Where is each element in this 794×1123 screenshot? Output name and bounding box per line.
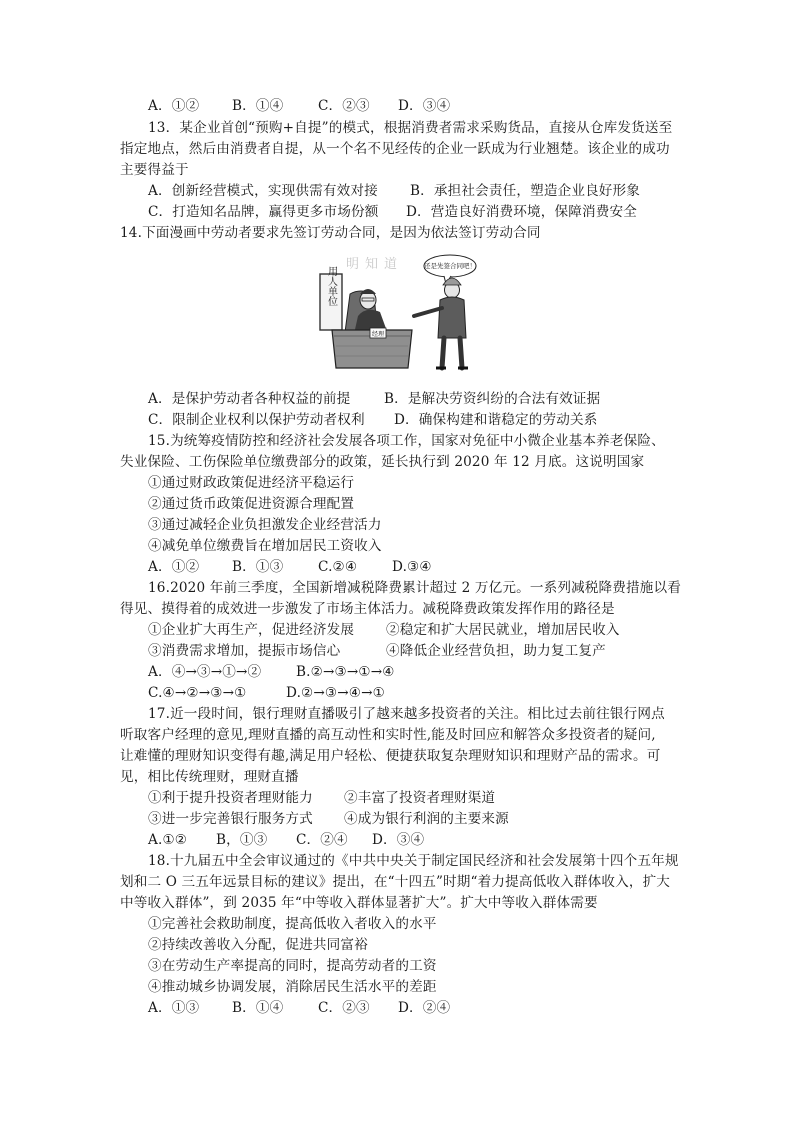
q15-option-a: A．①② <box>148 559 200 575</box>
q18-option-b: B．①④ <box>232 1000 284 1016</box>
cartoon-watermark: 明知道 <box>346 257 404 272</box>
employer-sign-text: 用人单位 <box>325 266 337 306</box>
q18-option-a: A．①③ <box>148 1000 200 1016</box>
q18-item-2: ②持续改善收入分配，促进共同富裕 <box>148 937 368 953</box>
svg-text:经理: 经理 <box>371 331 385 338</box>
q16-item-2: ②稳定和扩大居民就业，增加居民收入 <box>386 622 620 638</box>
q17-stem-line4: 见，相比传统理财，理财直播 <box>120 769 299 785</box>
q14-stem: 14.下面漫画中劳动者要求先签订劳动合同，是因为依法签订劳动合同 <box>120 225 541 241</box>
q15-option-d: D.③④ <box>392 559 432 575</box>
q13-stem-line2: 指定地点，然后由消费者自提，从一个名不见经传的企业一跃成为行业翘楚。该企业的成功 <box>120 141 670 157</box>
q15-item-4: ④减免单位缴费旨在增加居民工资收入 <box>148 538 382 554</box>
q17-stem-line3: 让难懂的理财知识变得有趣,满足用户轻松、便捷获取复杂理财知识和理财产品的需求。可 <box>120 748 661 764</box>
q17-option-b: B，①③ <box>216 832 268 848</box>
q12-option-a: A．①② <box>148 98 200 114</box>
q14-options-row2 <box>148 410 597 430</box>
q17-options <box>148 830 424 850</box>
q18-item-4: ④推动城乡协调发展，消除居民生活水平的差距 <box>148 979 437 995</box>
speech-bubble-text: 还是先签合同吧！ <box>424 262 476 270</box>
q12-option-c: C．②③ <box>318 98 370 114</box>
q16-options-row2 <box>148 683 385 703</box>
q18-option-c: C．②③ <box>318 1000 370 1016</box>
q17-stem-line1: 17.近一段时间，银行理财直播吸引了越来越多投资者的关注。相比过去前往银行网点 <box>148 706 665 722</box>
q13-option-d: D．营造良好消费环境，保障消费安全 <box>406 204 637 220</box>
q13-option-a: A．创新经营模式，实现供需有效对接 <box>148 183 378 199</box>
q17-item-3: ③进一步完善银行服务方式 <box>148 811 313 827</box>
q17-stem-line2: 听取客户经理的意见,理财直播的高互动性和实时性,能及时回应和解答众多投资者的疑问, <box>120 727 656 743</box>
q16-item-3: ③消费需求增加，提振市场信心 <box>148 643 341 659</box>
q14-option-a: A．是保护劳动者各种权益的前提 <box>148 391 351 407</box>
q13-stem-line1: 13．某企业首创“预购+自提”的模式，根据消费者需求采购货品，直接从仓库发货送至 <box>148 120 673 136</box>
q13-option-c: C．打造知名品牌，赢得更多市场份额 <box>148 204 379 220</box>
q15-option-b: B．①③ <box>232 559 284 575</box>
q18-item-1: ①完善社会救助制度，提高低收入者收入的水平 <box>148 916 437 932</box>
q12-option-b: B．①④ <box>232 98 284 114</box>
q15-stem-line1: 15.为统筹疫情防控和经济社会发展各项工作，国家对免征中小微企业基本养老保险、 <box>148 433 665 449</box>
q16-items-row2 <box>148 641 606 661</box>
q16-option-d: D.②→③→④→① <box>286 685 386 701</box>
q16-stem-line2: 得见、摸得着的成效进一步激发了市场主体活力。减税降费政策发挥作用的路径是 <box>120 601 615 617</box>
q13-options-row1 <box>148 181 640 201</box>
q13-stem-line3: 主要得益于 <box>120 162 189 178</box>
q14-option-b: B．是解决劳资纠纷的合法有效证据 <box>384 391 601 407</box>
q16-option-b: B.②→③→①→④ <box>296 664 395 680</box>
q18-stem-line2: 划和二 O 三五年远景目标的建议》提出，在“十四五”时期“着力提高低收入群体收入，扩大 <box>120 874 671 890</box>
labor-contract-cartoon <box>312 252 480 372</box>
q14-option-d: D．确保构建和谐稳定的劳动关系 <box>394 412 598 428</box>
q17-item-2: ②丰富了投资者理财渠道 <box>344 790 496 806</box>
q18-stem-line3: 中等收入群体”，到 2035 年“中等收入群体显著扩大”。扩大中等收入群体需要 <box>120 895 598 911</box>
q18-item-3: ③在劳动生产率提高的同时，提高劳动者的工资 <box>148 958 437 974</box>
q16-items-row1 <box>148 620 620 640</box>
q16-stem-line1: 16.2020 年前三季度，全国新增减税降费累计超过 2 万亿元。一系列减税降费措施以看 <box>148 580 682 596</box>
q14-option-c: C．限制企业权利以保护劳动者权利 <box>148 412 365 428</box>
q12-options <box>148 96 450 116</box>
q16-options-row1 <box>148 662 395 682</box>
q15-item-2: ②通过货币政策促进资源合理配置 <box>148 496 355 512</box>
q15-item-3: ③通过减轻企业负担激发企业经营活力 <box>148 517 382 533</box>
q18-stem-line1: 18.十九届五中全会审议通过的《中共中央关于制定国民经济和社会发展第十四个五年规 <box>148 853 679 869</box>
q15-item-1: ①通过财政政策促进经济平稳运行 <box>148 475 355 491</box>
q17-item-1: ①利于提升投资者理财能力 <box>148 790 313 806</box>
q18-option-d: D．②④ <box>398 1000 451 1016</box>
q17-items-row1 <box>148 788 495 808</box>
q12-option-d: D．③④ <box>398 98 451 114</box>
q13-option-b: B．承担社会责任，塑造企业良好形象 <box>410 183 641 199</box>
q15-options <box>148 557 432 577</box>
q16-item-1: ①企业扩大再生产，促进经济发展 <box>148 622 355 638</box>
q14-options-row1 <box>148 389 600 409</box>
q17-option-a: A.①② <box>148 832 188 848</box>
q15-option-c: C.②④ <box>318 559 358 575</box>
q16-option-c: C.④→②→③→① <box>148 685 247 701</box>
q17-option-d: D．③④ <box>372 832 425 848</box>
q18-options <box>148 998 450 1018</box>
q16-item-4: ④降低企业经营负担，助力复工复产 <box>386 643 606 659</box>
q15-stem-line2: 失业保险、工伤保险单位缴费部分的政策，延长执行到 2020 年 12 月底。这说明国家 <box>120 454 645 470</box>
q17-items-row2 <box>148 809 509 829</box>
q17-option-c: C．②④ <box>296 832 348 848</box>
q17-item-4: ④成为银行利润的主要来源 <box>344 811 509 827</box>
q13-options-row2 <box>148 202 637 222</box>
q16-option-a: A．④→③→①→② <box>148 664 262 680</box>
